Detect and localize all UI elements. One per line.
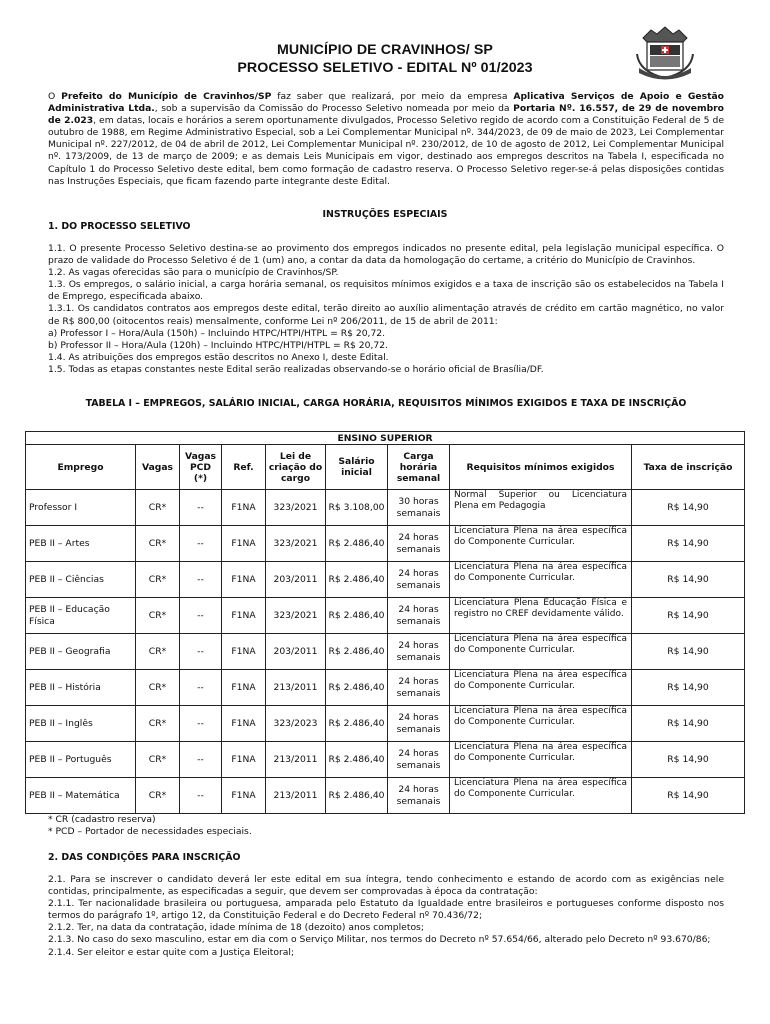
municipality-title: MUNICÍPIO DE CRAVINHOS/ SP	[277, 42, 493, 58]
cell-lei: 323/2021	[266, 490, 326, 526]
cell-salario: R$ 2.486,40	[326, 526, 388, 562]
cell-lei: 213/2011	[266, 670, 326, 706]
col-taxa: Taxa de inscrição	[632, 445, 745, 490]
cell-carga: 24 horas semanais	[388, 562, 450, 598]
cell-carga: 24 horas semanais	[388, 634, 450, 670]
cell-pcd: --	[180, 562, 222, 598]
cell-taxa: R$ 14,90	[632, 670, 745, 706]
intro-prefeito: Prefeito do Município de Cravinhos/SP	[61, 91, 272, 102]
cell-salario: R$ 2.486,40	[326, 598, 388, 634]
intro-text-1: faz saber que realizará, por meio da empresa	[271, 91, 514, 102]
cell-emprego: PEB II – História	[26, 670, 136, 706]
col-lei: Lei de criação do cargo	[266, 445, 326, 490]
cell-carga: 24 horas semanais	[388, 742, 450, 778]
cell-taxa: R$ 14,90	[632, 526, 745, 562]
cell-lei: 203/2011	[266, 562, 326, 598]
cell-emprego: PEB II – Português	[26, 742, 136, 778]
cell-requisitos: Licenciatura Plena na área específica do Componente Curricular.	[450, 778, 632, 814]
cell-vagas: CR*	[136, 490, 180, 526]
cell-pcd: --	[180, 742, 222, 778]
cell-ref: F1NA	[222, 742, 266, 778]
section1-p8: 1.5. Todas as etapas constantes neste Edital serão realizadas observando-se o horário oficial de Brasília/DF.	[48, 363, 544, 375]
col-salario: Salário inicial	[326, 445, 388, 490]
cell-taxa: R$ 14,90	[632, 778, 745, 814]
note-pcd: * PCD – Portador de necessidades especiais.	[48, 826, 252, 838]
table-title: TABELA I – EMPREGOS, SALÁRIO INICIAL, CARGA HORÁRIA, REQUISITOS MÍNIMOS EXIGIDOS E TAXA DE INSCRIÇÃO	[85, 398, 687, 409]
cell-taxa: R$ 14,90	[632, 742, 745, 778]
cell-salario: R$ 2.486,40	[326, 742, 388, 778]
table-row	[26, 634, 745, 670]
cell-vagas: CR*	[136, 742, 180, 778]
section1-p2: 1.2. As vagas oferecidas são para o município de Cravinhos/SP.	[48, 267, 339, 279]
section1-title: 1. DO PROCESSO SELETIVO	[48, 221, 191, 232]
cell-taxa: R$ 14,90	[632, 634, 745, 670]
cell-lei: 323/2021	[266, 598, 326, 634]
cell-requisitos: Licenciatura Plena na área específica do Componente Curricular.	[450, 706, 632, 742]
cell-pcd: --	[180, 490, 222, 526]
note-cr: * CR (cadastro reserva)	[48, 814, 156, 825]
cell-ref: F1NA	[222, 562, 266, 598]
cell-ref: F1NA	[222, 526, 266, 562]
col-carga: Carga horária semanal	[388, 445, 450, 490]
cell-emprego: PEB II – Matemática	[26, 778, 136, 814]
table-row	[26, 526, 745, 562]
cell-lei: 213/2011	[266, 778, 326, 814]
intro-portaria: Portaria Nº. 16.557, de 29 de novembro de 2.023	[48, 103, 724, 127]
instructions-title: INSTRUÇÕES ESPECIAIS	[322, 209, 448, 220]
cell-taxa: R$ 14,90	[632, 706, 745, 742]
cell-vagas: CR*	[136, 526, 180, 562]
cell-emprego: PEB II – Artes	[26, 526, 136, 562]
intro-company: Aplicativa Serviços de Apoio e Gestão Administrativa Ltda.	[48, 91, 724, 115]
section1-p5: a) Professor I – Hora/Aula (150h) – Incluindo HTPC/HTPI/HTPL = R$ 20,72.	[48, 327, 386, 339]
cell-pcd: --	[180, 526, 222, 562]
col-emprego: Emprego	[26, 445, 136, 490]
cell-salario: R$ 3.108,00	[326, 490, 388, 526]
cell-emprego: PEB II – Geografia	[26, 634, 136, 670]
cell-ref: F1NA	[222, 490, 266, 526]
cell-ref: F1NA	[222, 634, 266, 670]
cell-lei: 203/2011	[266, 634, 326, 670]
cell-pcd: --	[180, 778, 222, 814]
cell-salario: R$ 2.486,40	[326, 634, 388, 670]
section2-p4: 2.1.3. No caso do sexo masculino, estar em dia com o Serviço Militar, nos termos do Decreto nº 57.654/66, alterado pelo Decreto nº 93.670/86;	[48, 934, 711, 946]
cell-carga: 24 horas semanais	[388, 526, 450, 562]
cell-salario: R$ 2.486,40	[326, 670, 388, 706]
cell-carga: 24 horas semanais	[388, 670, 450, 706]
cell-salario: R$ 2.486,40	[326, 562, 388, 598]
cell-carga: 30 horas semanais	[388, 490, 450, 526]
intro-text-3: , em datas, locais e horários a serem oportunamente divulgados, Processo Seletivo regido de acordo com a Constituição Federal de 5 de outubro de 1988, em Regime Administrativo Especial, sob a Lei Complementar Municipal nº. 344/2023, de 09 de maio de 2023, Lei Complementar Municipal nº. 227/2012, de 04 de abril de 2012, Lei Complementar Municipal nº. 230/2012, de 10 de agosto de 2012, Lei Complementar Municipal nº. 173/2009, de 13 de março de 2009; e as demais Leis Municipais em vigor, destinado aos empregos descritos na Tabela I, especificada no Capítulo 1 do Processo Seletivo deste edital, bem como formação de cadastro reserva. O Processo Seletivo reger-se-á pelas disposições contidas nas Instruções Especiais, que ficam fazendo parte integrante deste Edital.	[48, 115, 724, 187]
cell-ref: F1NA	[222, 778, 266, 814]
cell-pcd: --	[180, 598, 222, 634]
section2-title: 2. DAS CONDIÇÕES PARA INSCRIÇÃO	[48, 852, 241, 863]
table-row	[26, 742, 745, 778]
cell-requisitos: Licenciatura Plena na área específica do Componente Curricular.	[450, 526, 632, 562]
cell-salario: R$ 2.486,40	[326, 706, 388, 742]
cell-requisitos: Licenciatura Plena na área específica do Componente Curricular.	[450, 670, 632, 706]
col-ref: Ref.	[222, 445, 266, 490]
edital-title: PROCESSO SELETIVO - EDITAL Nº 01/2023	[237, 60, 533, 76]
section2-body	[48, 874, 724, 959]
cell-pcd: --	[180, 670, 222, 706]
table-row	[26, 598, 745, 634]
cell-lei: 213/2011	[266, 742, 326, 778]
cell-requisitos: Normal Superior ou Licenciatura Plena em Pedagogia	[450, 490, 632, 526]
cell-emprego: Professor I	[26, 490, 136, 526]
cell-requisitos: Licenciatura Plena na área específica do Componente Curricular.	[450, 562, 632, 598]
cell-salario: R$ 2.486,40	[326, 778, 388, 814]
section2-p1: 2.1. Para se inscrever o candidato deverá ler este edital em sua íntegra, tendo conhecimento e estando de acordo com as exigências nele contidas, principalmente, as especificadas a seguir, que devem ser comprovadas à época da contratação:	[48, 874, 724, 898]
table-row	[26, 778, 745, 814]
intro-o: O	[48, 91, 62, 102]
section1-p6: b) Professor II – Hora/Aula (120h) – Incluindo HTPC/HTPI/HTPL = R$ 20,72.	[48, 339, 388, 351]
table-row	[26, 490, 745, 526]
cell-emprego: PEB II – Ciências	[26, 562, 136, 598]
cell-taxa: R$ 14,90	[632, 598, 745, 634]
cell-ref: F1NA	[222, 670, 266, 706]
col-vagas-pcd: Vagas PCD (*)	[180, 445, 222, 490]
table-notes	[48, 814, 252, 838]
section1-p7: 1.4. As atribuições dos empregos estão descritos no Anexo I, deste Edital.	[48, 351, 389, 363]
section1-p3: 1.3. Os empregos, o salário inicial, a carga horária semanal, os requisitos mínimos exigidos e a taxa de inscrição são os estabelecidos na Tabela I de Emprego, especificada abaixo.	[48, 279, 724, 303]
cell-lei: 323/2021	[266, 526, 326, 562]
col-vagas: Vagas	[136, 445, 180, 490]
cell-vagas: CR*	[136, 598, 180, 634]
cell-pcd: --	[180, 634, 222, 670]
col-requisitos: Requisitos mínimos exigidos	[450, 445, 632, 490]
section2-p3: 2.1.2. Ter, na data da contratação, idade mínima de 18 (dezoito) anos completos;	[48, 922, 424, 934]
intro-text-2: , sob a supervisão da Comissão do Processo Seletivo nomeada por meio da	[154, 103, 514, 115]
section1-p1: 1.1. O presente Processo Seletivo destina-se ao provimento dos empregos indicados no presente edital, pela legislação municipal específica. O prazo de validade do Processo Seletivo é de 1 (um) ano, a contar da data da homologação do certame, a critério do Município de Cravinhos.	[48, 243, 724, 267]
table-row	[26, 670, 745, 706]
cell-requisitos: Licenciatura Plena na área específica do Componente Curricular.	[450, 634, 632, 670]
cell-carga: 24 horas semanais	[388, 778, 450, 814]
cell-pcd: --	[180, 706, 222, 742]
table-group-header: ENSINO SUPERIOR	[26, 432, 745, 445]
section1-p4: 1.3.1. Os candidatos contratos aos empregos deste edital, terão direito ao auxílio alimentação através de crédito em cartão magnético, no valor de R$ 800,00 (oitocentos reais) mensalmente, conforme Lei nº 206/2011, de 15 de abril de 2011:	[48, 303, 724, 327]
cell-vagas: CR*	[136, 778, 180, 814]
cell-ref: F1NA	[222, 598, 266, 634]
cell-vagas: CR*	[136, 634, 180, 670]
cell-requisitos: Licenciatura Plena na área específica do Componente Curricular.	[450, 742, 632, 778]
cell-emprego: PEB II – Educação Física	[26, 598, 136, 634]
intro-paragraph	[48, 91, 724, 188]
cell-requisitos: Licenciatura Plena Educação Física e registro no CREF devidamente válido.	[450, 598, 632, 634]
jobs-table	[25, 431, 745, 814]
cell-emprego: PEB II – Inglês	[26, 706, 136, 742]
cell-taxa: R$ 14,90	[632, 490, 745, 526]
section1-body	[48, 243, 724, 376]
table-row	[26, 706, 745, 742]
table-row	[26, 562, 745, 598]
cell-vagas: CR*	[136, 706, 180, 742]
cell-carga: 24 horas semanais	[388, 598, 450, 634]
cell-ref: F1NA	[222, 706, 266, 742]
cell-taxa: R$ 14,90	[632, 562, 745, 598]
section2-p5: 2.1.4. Ser eleitor e estar quite com a Justiça Eleitoral;	[48, 946, 295, 958]
cell-carga: 24 horas semanais	[388, 706, 450, 742]
cell-vagas: CR*	[136, 670, 180, 706]
cell-vagas: CR*	[136, 562, 180, 598]
cell-lei: 323/2023	[266, 706, 326, 742]
section2-p2: 2.1.1. Ter nacionalidade brasileira ou portuguesa, amparada pelo Estatuto da Igualdade entre brasileiros e portugueses conforme disposto nos termos do parágrafo 1º, artigo 12, da Constituição Federal e do Decreto Federal nº 70.436/72;	[48, 898, 724, 922]
